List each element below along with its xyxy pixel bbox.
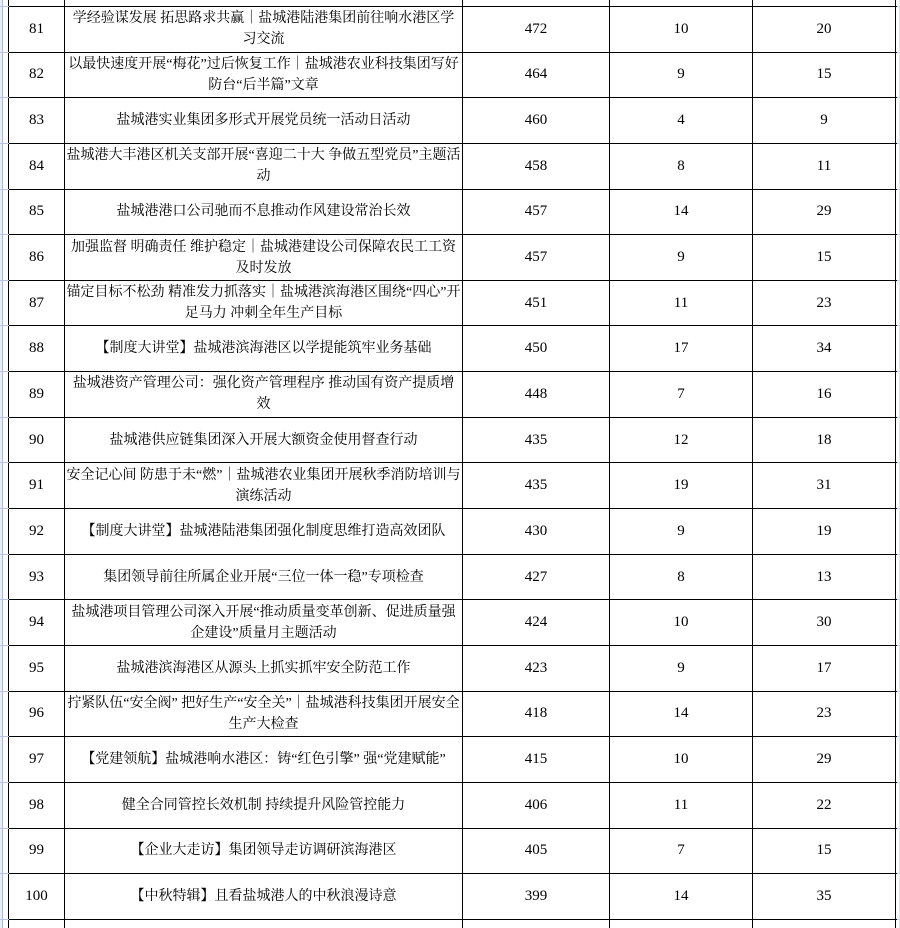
metric3-cell[interactable] [753,190,896,235]
metric1-value: 430 [524,522,548,539]
metric2-value: 9 [677,522,685,539]
table-row [9,326,897,372]
metric2-value: 9 [677,249,685,266]
metric1-value: 418 [524,705,548,722]
metric2-value: 9 [677,66,685,83]
title-cell[interactable] [65,7,463,52]
metric2-cell[interactable] [610,53,753,98]
title-cell[interactable] [65,874,463,919]
metric3-cell[interactable] [753,53,896,98]
metric2-cell[interactable] [610,783,753,828]
metric1-cell[interactable] [463,190,610,235]
metric1-cell[interactable] [463,509,610,554]
partial-row-above [9,0,897,7]
title-cell[interactable] [65,235,463,280]
metric3-cell[interactable] [753,0,896,6]
title-cell[interactable] [65,190,463,235]
rank-label: 99 [29,842,44,859]
rank-cell[interactable] [9,920,65,928]
metric3-value: 15 [816,66,832,83]
metric1-cell[interactable] [463,692,610,737]
rank-cell[interactable] [9,144,65,189]
title-cell[interactable] [65,372,463,417]
metric3-cell[interactable] [753,144,896,189]
metric2-value: 11 [673,294,689,311]
metric1-cell[interactable] [463,418,610,463]
metric2-cell[interactable] [610,0,753,6]
metric2-value: 12 [673,431,689,448]
metric1-value: 448 [524,385,548,402]
table-row [9,874,897,920]
article-title: 加强监督 明确责任 维护稳定｜盐城港建设公司保障农民工工资及时发放 [71,239,456,276]
rank-label: 98 [29,796,44,813]
title-cell[interactable] [65,0,463,6]
metric2-value: 14 [673,705,689,722]
metric1-value: 460 [524,112,548,129]
metric3-value: 30 [816,614,832,631]
rank-label: 87 [29,294,44,311]
metric3-value: 23 [816,294,832,311]
table-row [9,829,897,875]
metric3-value: 18 [816,431,832,448]
metric2-value: 4 [677,112,685,129]
metric2-cell[interactable] [610,463,753,508]
metric1-value: 415 [524,751,548,768]
metric1-value: 405 [524,842,548,859]
title-cell[interactable] [65,509,463,554]
metric3-value: 17 [816,659,832,676]
metric1-value: 435 [524,431,548,448]
rank-cell[interactable] [9,0,65,6]
metric3-value: 29 [816,203,832,220]
rank-label: 91 [29,477,44,494]
metric2-cell[interactable] [610,372,753,417]
metric3-cell[interactable] [753,418,896,463]
metric2-cell[interactable] [610,509,753,554]
rank-label: 83 [29,112,44,129]
metric3-value: 34 [816,340,832,357]
metric3-value: 35 [816,887,832,904]
metric3-value: 31 [816,477,832,494]
table-row [9,555,897,601]
title-cell[interactable] [65,326,463,371]
title-cell[interactable] [65,600,463,645]
metric2-cell[interactable] [610,7,753,52]
metric3-cell[interactable] [753,829,896,874]
rank-label: 90 [29,431,44,448]
metric1-value: 472 [524,20,548,37]
table-row [9,98,897,144]
metric2-value: 17 [673,340,689,357]
metric3-cell[interactable] [753,235,896,280]
title-cell[interactable] [65,783,463,828]
table-row [9,418,897,464]
metric3-cell[interactable] [753,509,896,554]
article-title: 盐城港大丰港区机关支部开展“喜迎二十大 争做五型党员”主题活动 [66,148,461,185]
metric2-value: 14 [673,203,689,220]
metric1-value: 450 [524,340,548,357]
article-title: 盐城港港口公司驰而不息推动作风建设常治长效 [116,204,411,220]
metric1-cell[interactable] [463,281,610,326]
rank-cell[interactable] [9,98,65,143]
article-title: 锚定目标不松劲 精准发力抓落实｜盐城港滨海港区围绕“四心”开足马力 冲刺全年生产目标 [66,285,461,322]
metric3-cell[interactable] [753,555,896,600]
metric1-cell[interactable] [463,372,610,417]
table-row [9,53,897,99]
title-cell[interactable] [65,144,463,189]
metric1-value: 451 [524,294,548,311]
article-title: 【中秋特辑】且看盐城港人的中秋浪漫诗意 [130,888,397,904]
rank-label: 89 [29,385,44,402]
table-row [9,7,897,53]
metric1-cell[interactable] [463,600,610,645]
rank-cell[interactable] [9,692,65,737]
metric2-cell[interactable] [610,737,753,782]
metric1-value: 423 [524,659,548,676]
metric1-cell[interactable] [463,463,610,508]
left-pane-gridline [0,0,3,928]
metric3-value: 9 [820,112,828,129]
metric3-value: 22 [816,796,832,813]
article-title: 盐城港实业集团多形式开展党员统一活动日活动 [116,113,411,129]
rank-cell[interactable] [9,281,65,326]
metric1-cell[interactable] [463,829,610,874]
article-title: 【制度大讲堂】盐城港陆港集团强化制度思维打造高效团队 [81,523,446,539]
metric2-value: 8 [677,157,685,174]
metric1-value: 399 [524,887,548,904]
metric3-value: 29 [816,751,832,768]
metric3-cell[interactable] [753,463,896,508]
metric2-value: 7 [677,385,685,402]
metric2-cell[interactable] [610,326,753,371]
article-title: 安全记心间 防患于未“燃”｜盐城港农业集团开展秋季消防培训与演练活动 [66,467,461,504]
table-row [9,737,897,783]
title-cell[interactable] [65,920,463,928]
rank-cell[interactable] [9,418,65,463]
rank-cell[interactable] [9,372,65,417]
metric3-cell[interactable] [753,600,896,645]
metric2-cell[interactable] [610,190,753,235]
article-title: 盐城港滨海港区从源头上抓实抓牢安全防范工作 [116,660,411,676]
rank-cell[interactable] [9,783,65,828]
title-cell[interactable] [65,418,463,463]
metric1-value: 427 [524,568,548,585]
table-row [9,463,897,509]
table-row [9,646,897,692]
metric2-value: 8 [677,568,685,585]
metric3-cell[interactable] [753,326,896,371]
table-row [9,372,897,418]
metric3-value: 23 [816,705,832,722]
metric3-cell[interactable] [753,7,896,52]
rank-cell[interactable] [9,463,65,508]
metric3-cell[interactable] [753,783,896,828]
metric3-cell[interactable] [753,98,896,143]
title-cell[interactable] [65,53,463,98]
rank-label: 95 [29,659,44,676]
table-row [9,692,897,738]
metric1-cell[interactable] [463,646,610,691]
article-title: 盐城港项目管理公司深入开展“推动质量变革创新、促进质量强企建设”质量月主题活动 [71,604,456,641]
rank-label: 96 [29,705,44,722]
table-row [9,144,897,190]
metric3-value: 20 [816,20,832,37]
rank-label: 84 [29,157,44,174]
rank-cell[interactable] [9,829,65,874]
rank-cell[interactable] [9,53,65,98]
metric3-cell[interactable] [753,372,896,417]
metric1-cell[interactable] [463,783,610,828]
article-stats-table [8,0,897,928]
metric1-cell[interactable] [463,737,610,782]
metric1-value: 457 [524,249,548,266]
title-cell[interactable] [65,829,463,874]
metric2-cell[interactable] [610,144,753,189]
rank-cell[interactable] [9,555,65,600]
rank-label: 100 [25,887,48,904]
metric2-value: 19 [673,477,689,494]
rank-label: 94 [29,614,44,631]
metric3-cell[interactable] [753,874,896,919]
metric1-cell[interactable] [463,53,610,98]
metric1-cell[interactable] [463,235,610,280]
rank-label: 82 [29,66,44,83]
title-cell[interactable] [65,646,463,691]
metric3-value: 19 [816,522,832,539]
metric1-value: 457 [524,203,548,220]
metric2-cell[interactable] [610,692,753,737]
title-cell[interactable] [65,555,463,600]
table-row [9,783,897,829]
metric2-cell[interactable] [610,874,753,919]
rank-cell[interactable] [9,600,65,645]
metric2-cell[interactable] [610,235,753,280]
article-title: 盐城港供应链集团深入开展大额资金使用督查行动 [109,432,418,448]
metric2-value: 7 [677,842,685,859]
table-row [9,190,897,236]
table-row [9,281,897,327]
metric2-cell[interactable] [610,418,753,463]
article-title: 盐城港资产管理公司：强化资产管理程序 推动国有资产提质增效 [72,376,455,413]
title-cell[interactable] [65,281,463,326]
metric2-cell[interactable] [610,98,753,143]
metric1-value: 464 [524,66,548,83]
partial-row-below [9,920,897,928]
rank-label: 93 [29,568,44,585]
rank-label: 88 [29,340,44,357]
article-title: 拧紧队伍“安全阀” 把好生产“安全关”｜盐城港科技集团开展安全生产大检查 [67,695,460,732]
article-title: 【制度大讲堂】盐城港滨海港区以学提能筑牢业务基础 [95,341,432,357]
metric3-cell[interactable] [753,646,896,691]
title-cell[interactable] [65,737,463,782]
rank-label: 97 [29,751,44,768]
article-title: 【党建领航】盐城港响水港区：铸“红色引擎” 强“党建赋能” [81,752,446,768]
table-row [9,600,897,646]
metric3-value: 15 [816,249,832,266]
metric2-value: 14 [673,887,689,904]
metric2-value: 10 [673,20,689,37]
rank-cell[interactable] [9,874,65,919]
table-rows [9,7,897,920]
metric2-cell[interactable] [610,555,753,600]
rank-cell[interactable] [9,326,65,371]
metric1-cell[interactable] [463,144,610,189]
rank-label: 85 [29,203,44,220]
metric2-cell[interactable] [610,920,753,928]
table-row [9,235,897,281]
metric1-cell[interactable] [463,98,610,143]
rank-label: 86 [29,249,44,266]
metric3-value: 13 [816,568,832,585]
article-title: 集团领导前往所属企业开展“三位一体一稳”专项检查 [103,569,424,585]
metric1-cell[interactable] [463,874,610,919]
metric1-cell[interactable] [463,920,610,928]
rank-cell[interactable] [9,190,65,235]
metric2-cell[interactable] [610,646,753,691]
metric2-cell[interactable] [610,281,753,326]
metric2-cell[interactable] [610,829,753,874]
metric1-cell[interactable] [463,7,610,52]
metric1-value: 435 [524,477,548,494]
metric3-cell[interactable] [753,737,896,782]
title-cell[interactable] [65,463,463,508]
rank-label: 92 [29,522,44,539]
metric2-value: 11 [673,796,689,813]
rank-cell[interactable] [9,509,65,554]
rank-cell[interactable] [9,235,65,280]
metric3-cell[interactable] [753,920,896,928]
article-title: 以最快速度开展“梅花”过后恢复工作｜盐城港农业科技集团写好防台“后半篇”文章 [68,56,459,93]
rank-label: 81 [29,20,44,37]
metric2-value: 9 [677,659,685,676]
metric3-cell[interactable] [753,692,896,737]
rank-cell[interactable] [9,7,65,52]
metric2-value: 10 [673,751,689,768]
metric3-cell[interactable] [753,281,896,326]
rank-cell[interactable] [9,737,65,782]
metric3-value: 16 [816,385,832,402]
article-title: 学经验谋发展 拓思路求共赢｜盐城港陆港集团前往响水港区学习交流 [72,11,455,48]
metric1-cell[interactable] [463,0,610,6]
metric3-value: 11 [816,157,832,174]
title-cell[interactable] [65,692,463,737]
metric2-value: 10 [673,614,689,631]
metric1-value: 406 [524,796,548,813]
article-title: 【企业大走访】集团领导走访调研滨海港区 [130,843,397,859]
metric1-value: 424 [524,614,548,631]
metric1-cell[interactable] [463,326,610,371]
rank-cell[interactable] [9,646,65,691]
metric2-cell[interactable] [610,600,753,645]
metric3-value: 15 [816,842,832,859]
metric1-cell[interactable] [463,555,610,600]
metric1-value: 458 [524,157,548,174]
table-row [9,509,897,555]
article-title: 健全合同管控长效机制 持续提升风险管控能力 [121,797,406,813]
title-cell[interactable] [65,98,463,143]
